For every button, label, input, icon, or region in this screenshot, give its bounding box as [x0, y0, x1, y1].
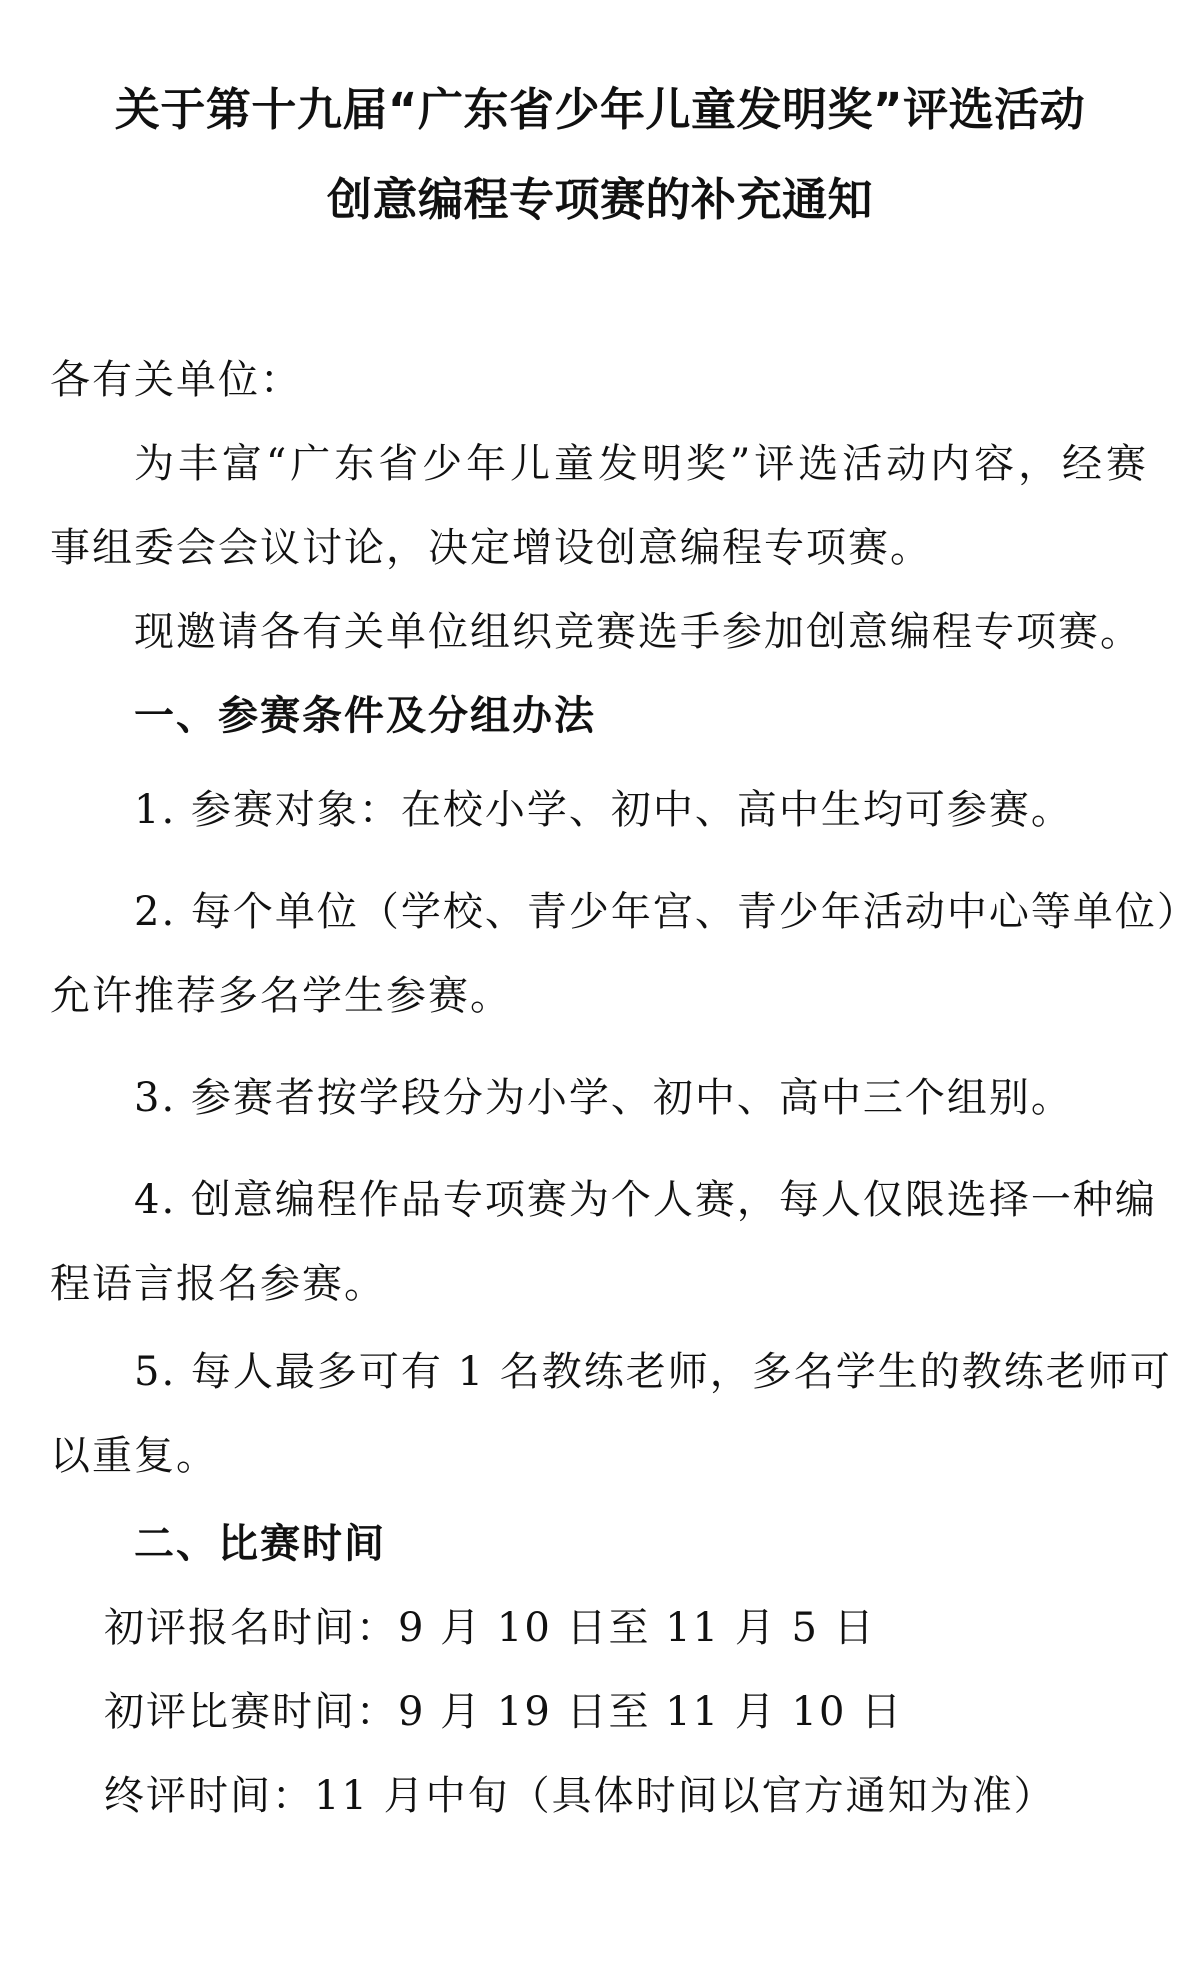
intro-paragraph-line-2: 事组委会会议讨论，决定增设创意编程专项赛。	[50, 525, 932, 571]
list-item-5-line-1: 5. 每人最多可有 1 名教练老师，多名学生的教练老师可	[134, 1349, 1172, 1395]
title-line-2: 创意编程专项赛的补充通知	[326, 173, 873, 226]
list-item-2-line-2: 允许推荐多名学生参赛。	[50, 973, 512, 1019]
section-heading-2: 二、比赛时间	[134, 1521, 386, 1567]
final-time: 终评时间：11 月中旬（具体时间以官方通知为准）	[104, 1773, 1056, 1819]
salutation: 各有关单位：	[50, 357, 302, 403]
invitation-paragraph: 现邀请各有关单位组织竞赛选手参加创意编程专项赛。	[134, 609, 1142, 655]
intro-paragraph-line-1: 为丰富“广东省少年儿童发明奖”评选活动内容，经赛	[134, 441, 1148, 487]
list-item-5-line-2: 以重复。	[50, 1433, 218, 1479]
list-item-3: 3. 参赛者按学段分为小学、初中、高中三个组别。	[134, 1075, 1073, 1121]
list-item-4-line-2: 程语言报名参赛。	[50, 1261, 386, 1307]
list-item-4-line-1: 4. 创意编程作品专项赛为个人赛，每人仅限选择一种编	[134, 1177, 1157, 1223]
preliminary-time: 初评比赛时间：9 月 19 日至 11 月 10 日	[104, 1689, 904, 1735]
list-item-2-line-1: 2. 每个单位（学校、青少年宫、青少年活动中心等单位）	[134, 889, 1199, 935]
section-heading-1: 一、参赛条件及分组办法	[134, 693, 596, 739]
signup-time: 初评报名时间：9 月 10 日至 11 月 5 日	[104, 1605, 876, 1651]
title-line-1: 关于第十九届“广东省少年儿童发明奖”评选活动	[114, 83, 1086, 136]
list-item-1: 1. 参赛对象：在校小学、初中、高中生均可参赛。	[134, 787, 1073, 833]
